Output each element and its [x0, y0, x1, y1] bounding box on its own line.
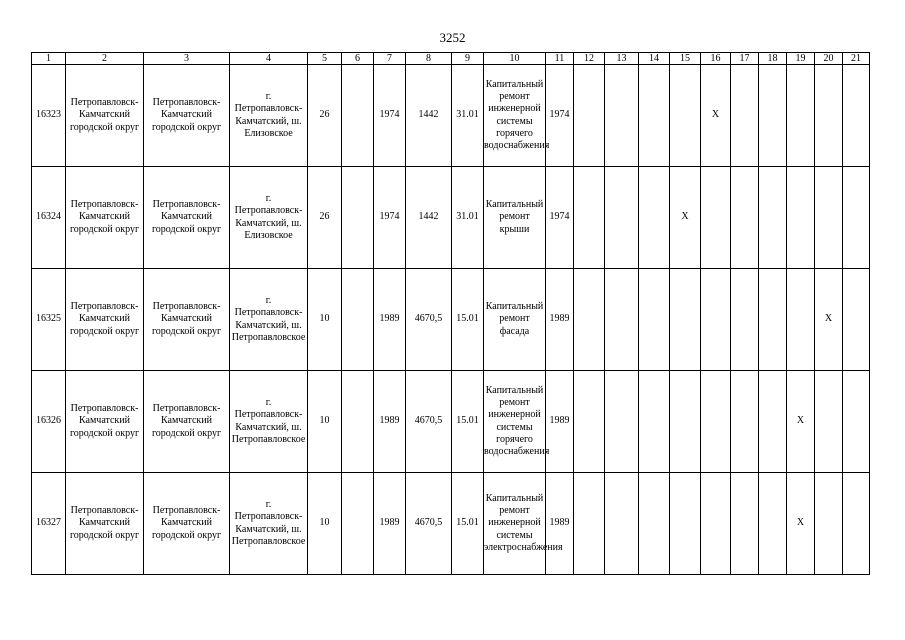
mark-cell — [787, 269, 815, 371]
column-header: 8 — [406, 53, 452, 65]
table-row — [32, 371, 870, 473]
mark-cell — [670, 371, 701, 473]
mark-cell — [639, 473, 670, 575]
mark-cell — [639, 371, 670, 473]
settlement: Петропавловск-Камчатский городской округ — [144, 269, 230, 371]
mark-cell — [701, 473, 731, 575]
table-row — [32, 65, 870, 167]
cell-9: 31.01 — [452, 167, 484, 269]
mark-cell — [759, 269, 787, 371]
record-id: 16324 — [32, 167, 66, 269]
settlement: Петропавловск-Камчатский городской округ — [144, 473, 230, 575]
mark-cell — [815, 167, 843, 269]
work-type: Капитальный ремонт фасада — [484, 269, 546, 371]
cell-6 — [342, 269, 374, 371]
cell-9: 15.01 — [452, 269, 484, 371]
mark-cell — [731, 269, 759, 371]
cell-6 — [342, 65, 374, 167]
settlement: Петропавловск-Камчатский городской округ — [144, 167, 230, 269]
mark-cell — [759, 473, 787, 575]
page-number: 3252 — [439, 30, 466, 45]
build-year: 1989 — [374, 473, 406, 575]
column-header: 5 — [308, 53, 342, 65]
area: 4670,5 — [406, 371, 452, 473]
column-header: 21 — [843, 53, 870, 65]
column-header: 11 — [546, 53, 574, 65]
build-year: 1989 — [374, 371, 406, 473]
mark-cell — [639, 269, 670, 371]
column-header: 1 — [32, 53, 66, 65]
mark-cell — [759, 371, 787, 473]
house-number: 26 — [308, 167, 342, 269]
mark-cell — [574, 473, 605, 575]
mark-cell: X — [670, 167, 701, 269]
table-row — [32, 269, 870, 371]
mark-cell — [605, 65, 639, 167]
build-year: 1989 — [374, 269, 406, 371]
house-number: 26 — [308, 65, 342, 167]
mark-cell — [574, 65, 605, 167]
record-id: 16323 — [32, 65, 66, 167]
mark-cell — [701, 371, 731, 473]
table-row — [32, 167, 870, 269]
column-header: 19 — [787, 53, 815, 65]
mark-cell — [843, 167, 870, 269]
cell-11: 1974 — [546, 65, 574, 167]
column-header: 10 — [484, 53, 546, 65]
municipality: Петропавловск-Камчатский городской округ — [66, 371, 144, 473]
mark-cell — [731, 65, 759, 167]
settlement: Петропавловск-Камчатский городской округ — [144, 65, 230, 167]
mark-cell — [787, 167, 815, 269]
record-id: 16325 — [32, 269, 66, 371]
mark-cell — [670, 473, 701, 575]
mark-cell — [605, 473, 639, 575]
mark-cell — [574, 167, 605, 269]
work-type: Капитальный ремонт инженерной системы электроснабжения — [484, 473, 546, 575]
register-table — [31, 52, 870, 575]
mark-cell — [701, 269, 731, 371]
mark-cell — [843, 371, 870, 473]
municipality: Петропавловск-Камчатский городской округ — [66, 167, 144, 269]
area: 1442 — [406, 167, 452, 269]
mark-cell — [731, 167, 759, 269]
area: 4670,5 — [406, 473, 452, 575]
mark-cell — [815, 371, 843, 473]
mark-cell — [759, 65, 787, 167]
cell-9: 15.01 — [452, 473, 484, 575]
mark-cell: X — [815, 269, 843, 371]
address: г. Петропавловск-Камчатский, ш. Петропавловское — [230, 371, 308, 473]
column-header: 7 — [374, 53, 406, 65]
cell-11: 1989 — [546, 269, 574, 371]
column-header: 17 — [731, 53, 759, 65]
house-number: 10 — [308, 473, 342, 575]
column-header: 18 — [759, 53, 787, 65]
mark-cell — [639, 167, 670, 269]
column-header: 4 — [230, 53, 308, 65]
column-header: 3 — [144, 53, 230, 65]
column-header: 9 — [452, 53, 484, 65]
cell-9: 15.01 — [452, 371, 484, 473]
mark-cell — [731, 473, 759, 575]
table-row — [32, 473, 870, 575]
column-number-row — [32, 53, 870, 65]
municipality: Петропавловск-Камчатский городской округ — [66, 65, 144, 167]
build-year: 1974 — [374, 65, 406, 167]
record-id: 16326 — [32, 371, 66, 473]
column-header: 15 — [670, 53, 701, 65]
cell-6 — [342, 473, 374, 575]
address: г. Петропавловск-Камчатский, ш. Петропавловское — [230, 269, 308, 371]
mark-cell — [815, 65, 843, 167]
address: г. Петропавловск-Камчатский, ш. Петропавловское — [230, 473, 308, 575]
work-type: Капитальный ремонт крыши — [484, 167, 546, 269]
mark-cell — [605, 269, 639, 371]
mark-cell — [843, 269, 870, 371]
record-id: 16327 — [32, 473, 66, 575]
cell-9: 31.01 — [452, 65, 484, 167]
mark-cell — [574, 371, 605, 473]
cell-11: 1989 — [546, 371, 574, 473]
mark-cell: X — [701, 65, 731, 167]
house-number: 10 — [308, 269, 342, 371]
cell-6 — [342, 167, 374, 269]
mark-cell — [605, 167, 639, 269]
municipality: Петропавловск-Камчатский городской округ — [66, 473, 144, 575]
mark-cell — [639, 65, 670, 167]
column-header: 14 — [639, 53, 670, 65]
mark-cell — [815, 473, 843, 575]
build-year: 1974 — [374, 167, 406, 269]
mark-cell — [670, 65, 701, 167]
mark-cell — [787, 65, 815, 167]
address: г. Петропавловск-Камчатский, ш. Елизовское — [230, 167, 308, 269]
work-type: Капитальный ремонт инженерной системы горячего водоснабжения — [484, 65, 546, 167]
settlement: Петропавловск-Камчатский городской округ — [144, 371, 230, 473]
work-type: Капитальный ремонт инженерной системы горячего водоснабжения — [484, 371, 546, 473]
mark-cell — [843, 65, 870, 167]
area: 4670,5 — [406, 269, 452, 371]
area: 1442 — [406, 65, 452, 167]
column-header: 16 — [701, 53, 731, 65]
municipality: Петропавловск-Камчатский городской округ — [66, 269, 144, 371]
mark-cell — [670, 269, 701, 371]
mark-cell — [731, 371, 759, 473]
mark-cell — [701, 167, 731, 269]
cell-11: 1974 — [546, 167, 574, 269]
column-header: 20 — [815, 53, 843, 65]
column-header: 6 — [342, 53, 374, 65]
house-number: 10 — [308, 371, 342, 473]
column-header: 12 — [574, 53, 605, 65]
mark-cell: X — [787, 473, 815, 575]
address: г. Петропавловск-Камчатский, ш. Елизовское — [230, 65, 308, 167]
cell-6 — [342, 371, 374, 473]
mark-cell — [759, 167, 787, 269]
mark-cell — [605, 371, 639, 473]
mark-cell: X — [787, 371, 815, 473]
column-header: 2 — [66, 53, 144, 65]
cell-11: 1989 — [546, 473, 574, 575]
mark-cell — [843, 473, 870, 575]
mark-cell — [574, 269, 605, 371]
column-header: 13 — [605, 53, 639, 65]
